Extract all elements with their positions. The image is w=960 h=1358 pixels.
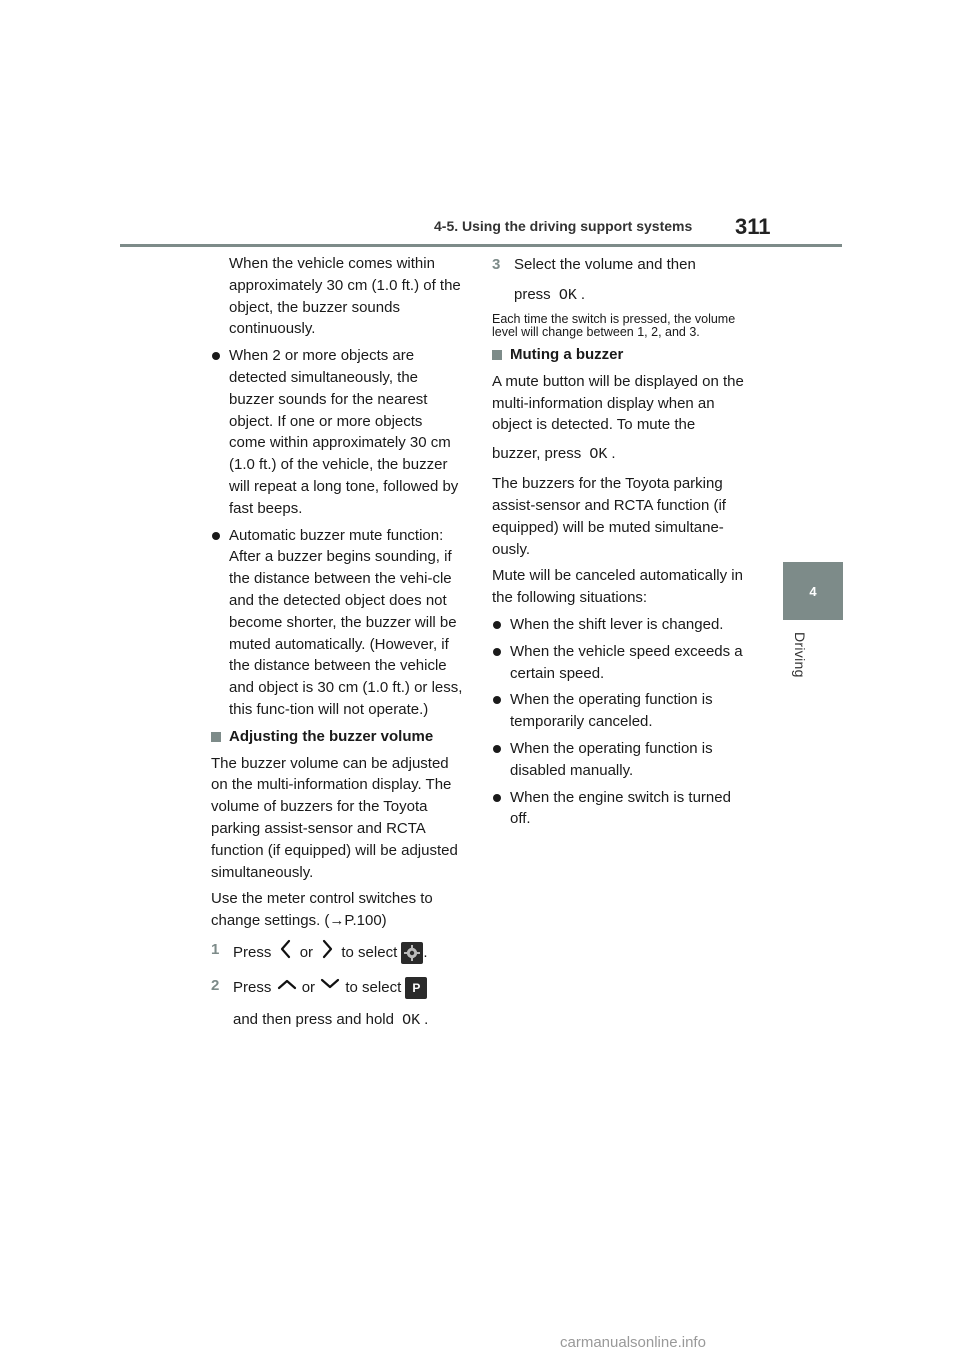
bullet-icon xyxy=(493,745,501,753)
list-item-text: Automatic buzzer mute function: After a buzzer begins sounding, if the distance between the vehi-cle and the detected object does not become shorter, the buzzer will be muted automatically. (However, if the distance between the vehicle and object is 30 cm (1.0 ft.) or less, this func-tion will not operate.) xyxy=(229,526,463,718)
page-number: 311 xyxy=(735,214,771,239)
list-item xyxy=(211,525,463,721)
step-number: 3 xyxy=(492,256,501,273)
step-text: or xyxy=(299,943,314,961)
list-item-text: When the vehicle speed exceeds a certain speed. xyxy=(510,642,743,682)
heading-text: Muting a buzzer xyxy=(510,346,624,363)
step-text: Press xyxy=(233,978,272,996)
paragraph: The buzzer volume can be adjusted on the multi-information display. The volume of buzzers for the Toyota parking assist-sensor and RCTA function (if equipped) will be adjusted simultaneously. xyxy=(211,754,458,881)
paragraph-text: buzzer, press xyxy=(492,445,582,463)
list-item-text: When the operating function is temporarily canceled. xyxy=(510,691,713,731)
ok-switch-label: OK xyxy=(589,446,608,464)
chapter-number: 4 xyxy=(809,583,817,599)
step-text: press xyxy=(514,286,551,303)
step-text: . xyxy=(580,286,586,303)
left-column xyxy=(211,253,463,1038)
step-text: or xyxy=(301,978,316,996)
paragraph: The buzzers for the Toyota parking assist-sensor and RCTA function (if equipped) will be muted simultane-ously. xyxy=(492,475,726,558)
note-text: Each time the switch is pressed, the volume level will change between 1, 2, and 3. xyxy=(492,312,736,339)
subsection-heading xyxy=(211,726,463,748)
intro-continuation: When the vehicle comes within approximately 30 cm (1.0 ft.) of the object, the buzzer sounds continuously. xyxy=(229,255,461,338)
chevron-left-icon xyxy=(276,938,296,968)
bullet-icon xyxy=(493,794,501,802)
paragraph: A mute button will be displayed on the multi-information display when an object is detected. To mute the xyxy=(492,372,744,434)
step-3 xyxy=(492,253,744,277)
right-column xyxy=(492,253,744,835)
step-text: to select xyxy=(341,943,398,961)
page-reference-link[interactable]: P.100) xyxy=(344,912,387,930)
section-title: 4-5. Using the driving support systems xyxy=(434,218,693,234)
chapter-label: Driving xyxy=(792,632,808,678)
ok-switch-label: OK xyxy=(558,287,577,304)
chevron-up-icon xyxy=(276,974,298,1002)
list-item-text: When the shift lever is changed. xyxy=(510,615,724,633)
step-text: and then press and hold xyxy=(233,1010,394,1028)
list-item xyxy=(492,614,744,636)
list-item xyxy=(492,641,744,685)
bullet-icon xyxy=(493,621,501,629)
bullet-icon xyxy=(212,532,220,540)
paragraph-text: Use the meter control switches to change settings. ( xyxy=(211,890,433,930)
chevron-right-icon xyxy=(317,938,337,968)
paragraph: Mute will be canceled automatically in the following situations: xyxy=(492,567,743,607)
footer-watermark: carmanualsonline.info xyxy=(560,1334,706,1351)
list-item-text: When the engine switch is turned off. xyxy=(510,788,731,828)
paragraph-mute-ok xyxy=(492,441,744,468)
heading-text: Adjusting the buzzer volume xyxy=(229,727,434,745)
step-text: . xyxy=(424,1010,429,1028)
list-item-text: When the operating function is disabled manually. xyxy=(510,739,713,779)
bullet-icon xyxy=(493,696,501,704)
step-text: Select the volume and then xyxy=(514,256,696,273)
step-number: 2 xyxy=(211,976,220,994)
bullet-icon xyxy=(212,352,220,360)
chapter-tab xyxy=(783,562,843,620)
paragraph-text: . xyxy=(611,445,616,463)
list-item-text: When 2 or more objects are detected simultaneously, the buzzer sounds for the nearest object. If one or more objects come within approximately 30 cm (1.0 ft.) of the vehicle, the buzzer will repeat a long tone, followed by fast beeps. xyxy=(229,347,459,517)
step-text: to select xyxy=(345,978,402,996)
list-item xyxy=(492,787,744,831)
step-number: 1 xyxy=(211,940,220,958)
bullet-icon xyxy=(493,648,501,656)
gear-icon xyxy=(401,942,423,964)
step-1 xyxy=(211,938,463,968)
list-item xyxy=(492,689,744,733)
list-item xyxy=(211,345,463,519)
step-text: . xyxy=(423,943,428,961)
arrow-symbol: → xyxy=(329,912,345,930)
list-item xyxy=(492,738,744,782)
ok-switch-label: OK xyxy=(402,1011,421,1029)
step-2-continuation xyxy=(211,1008,463,1033)
step-3-continuation xyxy=(492,283,744,308)
square-bullet-icon xyxy=(492,350,502,360)
step-text: Press xyxy=(233,943,272,961)
parking-sensor-icon: P xyxy=(405,977,427,999)
header-divider xyxy=(120,244,842,247)
paragraph-meter xyxy=(211,888,463,932)
chevron-down-icon xyxy=(319,974,341,1002)
square-bullet-icon xyxy=(211,732,221,742)
subsection-heading xyxy=(492,344,744,366)
step-2 xyxy=(211,974,463,1002)
